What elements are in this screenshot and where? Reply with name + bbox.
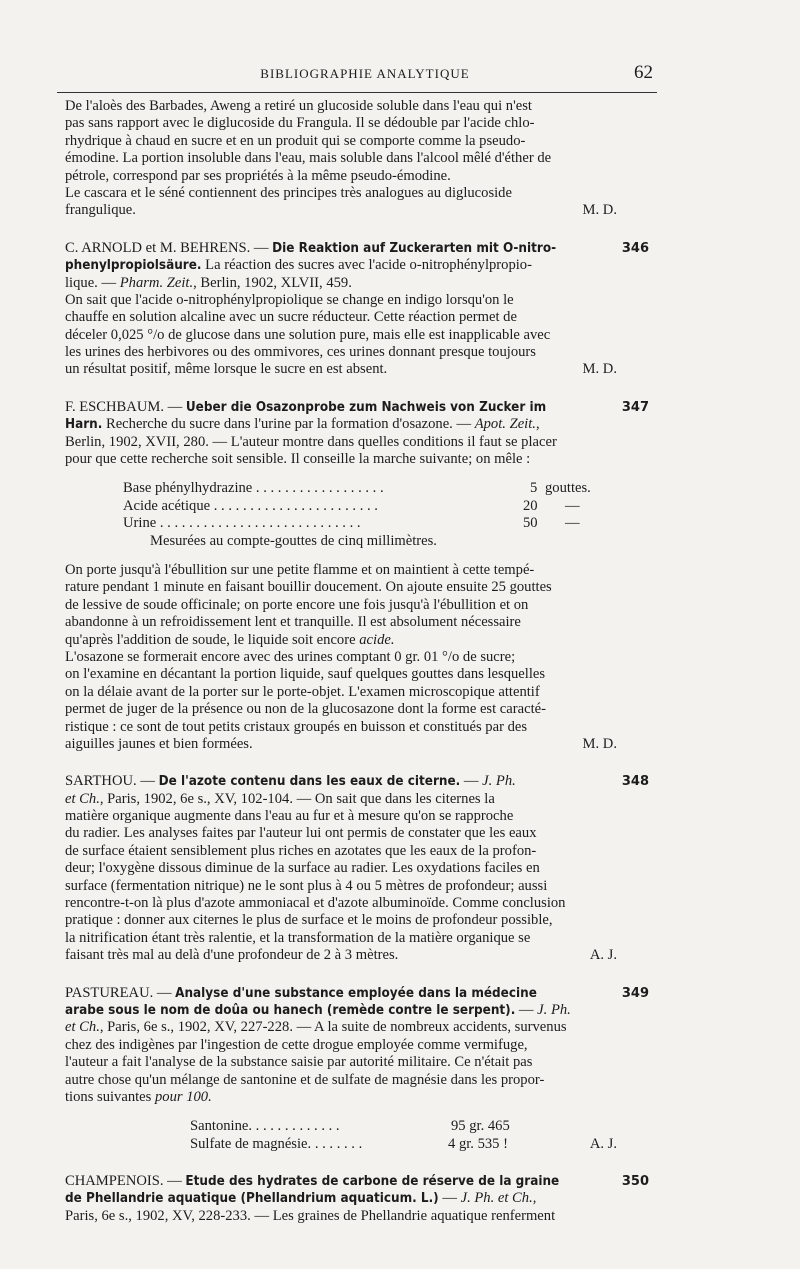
journal-name: Pharm. Zeit.	[119, 274, 194, 291]
text-line: rencontre-t-on là plus d'azote ammoniacal et d'azote albuminoïde. Comme conclusion	[65, 895, 566, 912]
signature: M. D.	[582, 735, 617, 752]
journal-name: J. Ph.	[537, 1001, 571, 1018]
text-fragment: La réaction des sucres avec l'acide o-nitrophénylpropio-	[201, 257, 532, 274]
text-line	[65, 202, 657, 219]
substance-amount: 95 gr. 465	[451, 1118, 510, 1135]
text-line: déceler 0,025 °/o de glucose dans une solution pure, mais elle est inapplicable avec	[65, 326, 551, 343]
text-line: rhydrique à chaud en sucre et en un produit qui se comporte comme la pseudo-	[65, 132, 526, 149]
entry-350	[65, 1173, 657, 1225]
text-fragment: tions suivantes	[65, 1088, 155, 1105]
reagent-table	[65, 480, 657, 550]
authors: F. ESCHBAUM. —	[65, 398, 186, 415]
authors: SARTHOU. —	[65, 773, 159, 790]
reagent-row	[65, 498, 657, 515]
text-line: pour que cette recherche soit sensible. Il conseille la marche suivante; on mêle :	[65, 451, 531, 468]
table-note-text: Mesurées au compte-gouttes de cinq millimètres.	[150, 532, 437, 549]
reagent-name: Urine . . . . . . . . . . . . . . . . . . . . . . . . . . . .	[123, 515, 361, 532]
article-title: Harn.	[65, 417, 103, 433]
composition-table	[65, 1118, 657, 1153]
spacer	[65, 220, 657, 240]
text-line: autre chose qu'un mélange de santonine et de sulfate de magnésie dans les propor-	[65, 1071, 545, 1088]
text-fragment: aiguilles jaunes et bien formées.	[65, 735, 253, 752]
text-line: Le cascara et le séné contiennent des principes très analogues au diglucoside	[65, 184, 512, 201]
entry-number: 347	[621, 399, 649, 415]
text-fragment: faisant très mal au delà d'une profondeur de 2 à 3 mètres.	[65, 947, 399, 964]
text-line: pétrole, correspond par ses propriétés à la même pseudo-émodine.	[65, 167, 451, 184]
text-fragment: , Paris, 6e s., 1902, XV, 227-228. — A la suite de nombreux accidents, survenus	[99, 1019, 567, 1036]
text-line: On porte jusqu'à l'ébullition sur une petite flamme et on maintient à cette tempé-	[65, 561, 535, 578]
text-line: chez des indigènes par l'ingestion de cette drogue employée comme vermifuge,	[65, 1036, 528, 1053]
entry-349	[65, 985, 657, 1154]
substance-name: Sulfate de magnésie. . . . . . . .	[190, 1135, 363, 1152]
text-line: on l'examine en décantant la portion liquide, sauf quelques gouttes dans lesquelles	[65, 666, 546, 683]
substance-name: Santonine. . . . . . . . . . . . .	[190, 1118, 340, 1135]
text-line: du radier. Les analyses faites par l'auteur lui ont permis de constater que les eaux	[65, 825, 537, 842]
text-line: de lessive de soude officinale; on porte encore une fois jusqu'à l'ébullition et on	[65, 596, 529, 613]
text-line	[65, 947, 657, 964]
text-line: émodine. La portion insoluble dans l'eau, mais soluble dans l'alcool mêlé d'éther de	[65, 150, 552, 167]
text-fragment: —	[460, 773, 483, 790]
text-line: on la délaie avant de la porter sur le porte-objet. L'examen microscopique attentif	[65, 683, 540, 700]
authors: C. ARNOLD et M. BEHRENS. —	[65, 239, 273, 256]
text-line: permet de juger de la présence ou non de la glucosazone dont la forme est caracté-	[65, 701, 546, 718]
text-line: l'auteur a fait l'analyse de la substance saisie par autorité militaire. Ce n'était pas	[65, 1054, 533, 1071]
signature: A. J.	[589, 947, 617, 964]
text-line: abandonne à un refroidissement lent et tranquille. Il est absolument nécessaire	[65, 614, 521, 631]
spacer	[65, 1153, 657, 1173]
entry-number: 346	[621, 240, 649, 256]
article-title: Die Reaktion auf Zuckerarten mit O-nitro-	[272, 240, 557, 256]
text-line: pas sans rapport avec le diglucoside du Frangula. Il se dédouble par l'acide chlo-	[65, 115, 535, 132]
signature: M. D.	[582, 361, 617, 378]
text-fragment: —	[438, 1190, 461, 1207]
text-line: ristique : ce sont de tout petits cristaux groupés en buisson et constitués par des	[65, 718, 528, 735]
text-fragment: ,	[535, 416, 540, 433]
text-fragment: frangulique.	[65, 202, 136, 219]
article-title: phenylpropiolsäure.	[65, 258, 202, 274]
article-title: Etude des hydrates de carbone de réserve de la graine	[185, 1174, 560, 1190]
text-fragment: ,	[532, 1190, 537, 1207]
text-line: On sait que l'acide o-nitrophénylpropiolique se change en indigo lorsqu'on le	[65, 291, 514, 308]
text-line: L'osazone se formerait encore avec des urines comptant 0 gr. 01 °/o de sucre;	[65, 648, 516, 665]
composition-row	[65, 1136, 657, 1153]
substance-amount: 4 gr. 535 !	[448, 1135, 508, 1152]
text-fragment: —	[515, 1001, 538, 1018]
text-line	[65, 736, 657, 753]
continuation-paragraph	[65, 98, 657, 220]
article-title: de Phellandrie aquatique (Phellandrium aquaticum. L.)	[65, 1191, 439, 1207]
journal-name: et Ch.	[65, 790, 100, 807]
spacer	[65, 965, 657, 985]
journal-name: J. Ph. et Ch.	[460, 1190, 533, 1207]
emphasis: pour 100.	[155, 1088, 212, 1105]
spacer	[65, 753, 657, 773]
emphasis: acide.	[359, 631, 395, 648]
spacer	[65, 1106, 657, 1118]
text-line	[65, 257, 657, 274]
reagent-amount: 50	[523, 515, 538, 532]
text-line	[65, 791, 657, 808]
text-fragment: un résultat positif, même lorsque le sucre en est absent.	[65, 361, 388, 378]
text-line: rature pendant 1 minute en faisant bouillir doucement. On ajoute ensuite 25 gouttes	[65, 579, 552, 596]
header-rule	[57, 92, 657, 93]
entry-heading-line	[65, 399, 657, 416]
text-line: Berlin, 1902, XVII, 280. — L'auteur montre dans quelles conditions il faut se placer	[65, 433, 557, 450]
table-note	[65, 533, 657, 550]
text-line: chauffe en solution alcaline avec un sucre réducteur. Cette réaction permet de	[65, 309, 517, 326]
entry-heading-line	[65, 773, 657, 790]
entry-346	[65, 240, 657, 379]
reagent-row	[65, 515, 657, 532]
text-fragment: Recherche du sucre dans l'urine par la formation d'osazone. —	[102, 416, 475, 433]
page-number: 62	[634, 62, 653, 83]
text-line	[65, 275, 657, 292]
journal-name: Apot. Zeit.	[474, 416, 536, 433]
text-line	[65, 1019, 657, 1036]
text-line: de surface étaient sensiblement plus riches en azotates que les eaux de la profon-	[65, 842, 537, 859]
text-line: la nitrification étant très ralentie, et la transformation de la matière organique se	[65, 929, 531, 946]
reagent-row	[65, 480, 657, 497]
text-line	[65, 1002, 657, 1019]
article-title: Analyse d'une substance employée dans la médecine	[175, 985, 537, 1001]
running-title: BIBLIOGRAPHIE ANALYTIQUE	[260, 66, 470, 81]
reagent-amount: 5	[530, 480, 538, 497]
reagent-name: Base phénylhydrazine . . . . . . . . . . . . . . . . . .	[123, 480, 384, 497]
text-line	[65, 1190, 657, 1207]
text-fragment: , Berlin, 1902, XLVII, 459.	[193, 274, 352, 291]
reagent-unit: —	[565, 515, 580, 532]
journal-name: J. Ph.	[482, 773, 516, 790]
text-line: pratique : donner aux citernes le plus de surface et le moins de profondeur possible,	[65, 912, 553, 929]
signature: M. D.	[582, 202, 617, 219]
authors: PASTUREAU. —	[65, 984, 176, 1001]
text-line	[65, 361, 657, 378]
entry-number: 350	[621, 1174, 649, 1190]
reagent-unit: gouttes.	[545, 480, 591, 497]
text-fragment: , Paris, 1902, 6e s., XV, 102-104. — On sait que dans les citernes la	[99, 790, 495, 807]
composition-row	[65, 1118, 657, 1135]
text-line	[65, 1089, 657, 1106]
entry-heading-line	[65, 240, 657, 257]
text-line: Paris, 6e s., 1902, XV, 228-233. — Les graines de Phellandrie aquatique renferment	[65, 1207, 556, 1224]
text-line: matière organique augmente dans l'eau au fur et à mesure qu'on se rapproche	[65, 808, 514, 825]
reagent-amount: 20	[523, 497, 538, 514]
journal-name: et Ch.	[65, 1019, 100, 1036]
signature: A. J.	[589, 1135, 617, 1152]
entry-number: 348	[621, 774, 649, 790]
page-header	[65, 62, 665, 88]
reagent-name: Acide acétique . . . . . . . . . . . . . . . . . . . . . . .	[123, 497, 378, 514]
text-line: De l'aloès des Barbades, Aweng a retiré un glucoside soluble dans l'eau qui n'est	[65, 98, 532, 114]
article-title: De l'azote contenu dans les eaux de citerne.	[158, 774, 461, 790]
spacer	[65, 550, 657, 562]
page-content	[65, 98, 657, 1225]
spacer	[65, 468, 657, 480]
text-line: les urines des herbivores ou des ommivores, ces urines donnant presque toujours	[65, 344, 536, 361]
text-fragment: lique. —	[65, 274, 120, 291]
text-line: deur; l'oxygène dissous diminue de la surface au radier. Les oxydations faciles en	[65, 860, 540, 877]
text-fragment: qu'après l'addition de soude, le liquide soit encore	[65, 631, 360, 648]
entry-348	[65, 773, 657, 964]
entry-heading-line	[65, 985, 657, 1002]
spacer	[65, 379, 657, 399]
article-title: Ueber die Osazonprobe zum Nachweis von Zucker im	[185, 399, 547, 415]
text-line	[65, 632, 657, 649]
entry-number: 349	[621, 985, 649, 1001]
article-title: arabe sous le nom de doûa ou hanech (remède contre le serpent).	[65, 1002, 516, 1018]
authors: CHAMPENOIS. —	[65, 1173, 186, 1190]
text-line	[65, 416, 657, 433]
reagent-unit: —	[565, 497, 580, 514]
entry-347	[65, 399, 657, 753]
entry-heading-line	[65, 1173, 657, 1190]
text-line: surface (fermentation nitrique) ne le sont plus à 4 ou 5 mètres de profondeur; aussi	[65, 877, 548, 894]
